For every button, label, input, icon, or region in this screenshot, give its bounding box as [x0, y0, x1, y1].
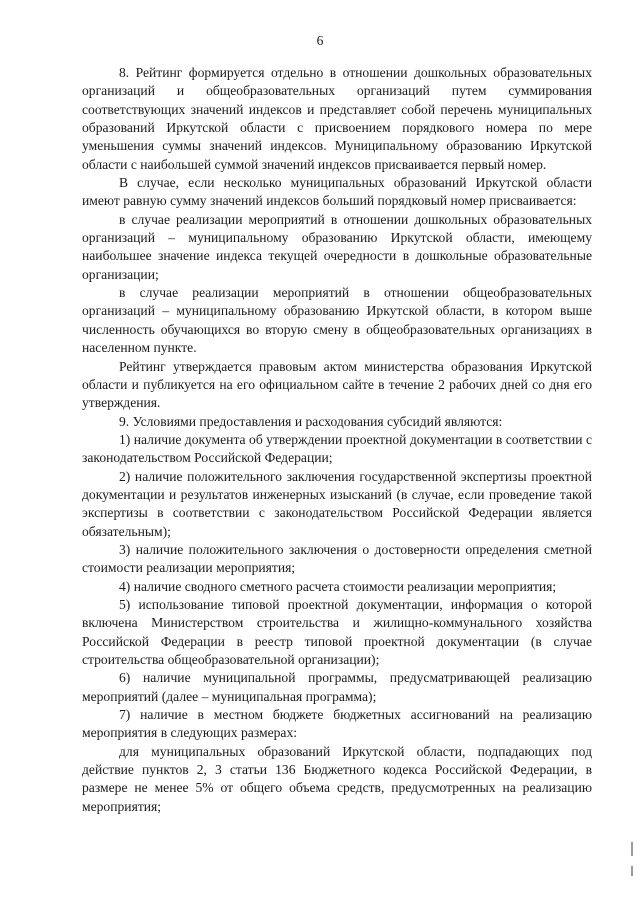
condition-item-7: 7) наличие в местном бюджете бюджетных ассигнований на реализацию мероприятия в следующих размерах:	[82, 707, 592, 741]
paragraph-9-subsidy-conditions: 9. Условиями предоставления и расходования субсидий являются:	[119, 413, 503, 429]
paragraph-general-education-case: в случае реализации мероприятий в отношении общеобразовательных организаций – муниципальному образованию Иркутской области, в котором выше численность обучающихся во вторую смену в общеобразовательных организациях в населенном пункте.	[82, 285, 592, 356]
condition-item-5: 5) использование типовой проектной документации, информация о которой включена Министерством строительства и жилищно-коммунального хозяйства Российской Федерации в реестр типовой проектной документации (в случае строительства общеобразовательной организации);	[82, 596, 592, 667]
condition-item-2: 2) наличие положительного заключения государственной экспертизы проектной документации и результатов инженерных изысканий (в случае, если проведение такой экспертизы в соответствии с законодательством Российской Федерации является обязательным);	[82, 468, 592, 539]
paragraph-8-rating-formation: 8. Рейтинг формируется отдельно в отношении дошкольных образовательных организаций и общеобразовательных организаций путем суммирования соответствующих значений индексов и представляет собой перечень муниципальных образований Иркутской области с присвоением порядкового номера по мере уменьшения суммы значений индексов. Муниципальному образованию Иркутской области с наибольшей суммой значений индексов присваивается первый номер.	[82, 65, 592, 172]
paragraph-rating-approval: Рейтинг утверждается правовым актом министерства образования Иркутской области и публикуется на его официальном сайте в течение 2 рабочих дней со дня его утверждения.	[82, 358, 592, 411]
page-number: 6	[316, 33, 324, 48]
condition-item-4: 4) наличие сводного сметного расчета стоимости реализации мероприятия;	[119, 578, 557, 594]
condition-item-3: 3) наличие положительного заключения о достоверности определения сметной стоимости реализации мероприятия;	[82, 541, 592, 576]
scan-edge-mark	[631, 842, 633, 856]
paragraph-equal-sum-case: В случае, если несколько муниципальных образований Иркутской области имеют равную сумму значений индексов больший порядковый номер присваивается:	[82, 175, 592, 209]
paragraph-preschool-case: в случае реализации мероприятий в отношении дошкольных образовательных организаций – муниципальному образованию Иркутской области, имеющему наибольшее значение индекса текущей очередности в дошкольные образовательные организации;	[82, 211, 592, 282]
condition-item-1: 1) наличие документа об утверждении проектной документации в соответствии с законодательством Российской Федерации;	[82, 431, 592, 466]
condition-item-7-subclause: для муниципальных образований Иркутской области, подпадающих под действие пунктов 2, 3 статьи 136 Бюджетного кодекса Российской Федерации, в размере не менее 5% от общего объема средств, предусмотренных на реализацию мероприятия;	[82, 743, 592, 814]
scan-edge-mark	[631, 866, 633, 876]
document-body	[82, 64, 592, 816]
condition-item-6: 6) наличие муниципальной программы, предусматривающей реализацию мероприятий (далее – муниципальная программа);	[82, 670, 592, 704]
